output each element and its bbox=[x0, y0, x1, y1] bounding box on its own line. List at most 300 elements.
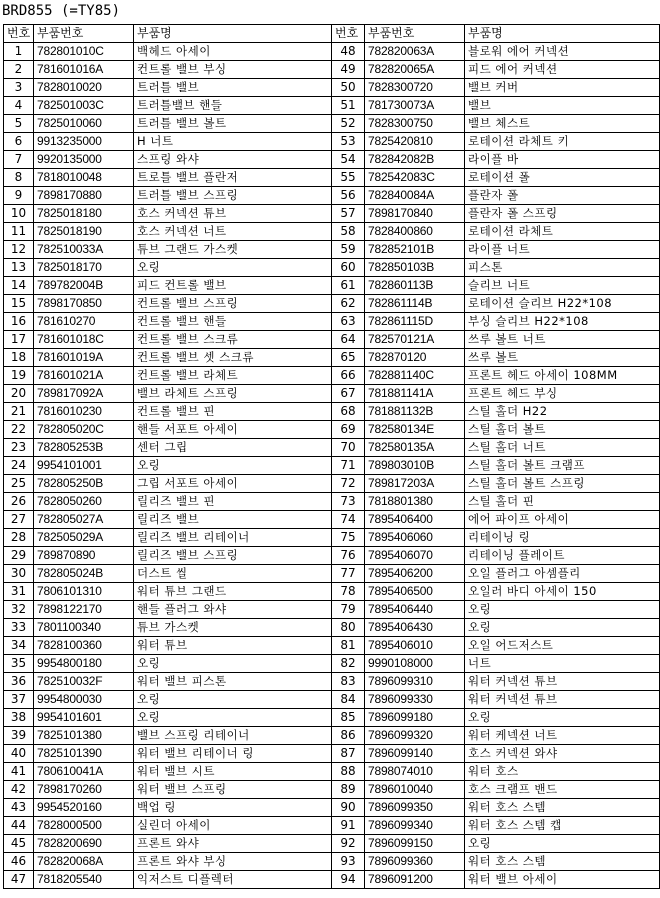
part-number-index: 64 bbox=[332, 331, 365, 349]
table-row bbox=[4, 835, 660, 853]
table-row bbox=[4, 187, 660, 205]
part-number-index: 52 bbox=[332, 115, 365, 133]
part-number-index: 8 bbox=[4, 169, 34, 187]
part-name: 워터 커넥션 튜브 bbox=[465, 673, 660, 691]
part-name: 컨트롤 밸브 라체트 bbox=[134, 367, 332, 385]
part-code: 781601016A bbox=[34, 61, 134, 79]
part-code: 7896099150 bbox=[365, 835, 465, 853]
part-code: 782580135A bbox=[365, 439, 465, 457]
table-row bbox=[4, 673, 660, 691]
part-number-index: 21 bbox=[4, 403, 34, 421]
part-name: 컨트롤 밸브 스크류 bbox=[134, 331, 332, 349]
document-title: BRD855 (=TY85) bbox=[2, 3, 121, 19]
header-part-no-right: 부품번호 bbox=[365, 25, 465, 43]
part-name: 호스 커넥션 튜브 bbox=[134, 205, 332, 223]
part-number-index: 9 bbox=[4, 187, 34, 205]
part-code: 7896099330 bbox=[365, 691, 465, 709]
part-number-index: 82 bbox=[332, 655, 365, 673]
part-name: 로테이션 슬리브 H22*108 bbox=[465, 295, 660, 313]
part-code: 7895406070 bbox=[365, 547, 465, 565]
part-number-index: 12 bbox=[4, 241, 34, 259]
part-name: 플란자 폴 bbox=[465, 187, 660, 205]
part-number-index: 40 bbox=[4, 745, 34, 763]
table-row bbox=[4, 727, 660, 745]
part-code: 782510033A bbox=[34, 241, 134, 259]
part-name: H 너트 bbox=[134, 133, 332, 151]
part-code: 782870120 bbox=[365, 349, 465, 367]
part-name: 스틸 홀더 H22 bbox=[465, 403, 660, 421]
part-number-index: 7 bbox=[4, 151, 34, 169]
part-code: 782850103B bbox=[365, 259, 465, 277]
part-name: 워터 호스 bbox=[465, 763, 660, 781]
table-row bbox=[4, 709, 660, 727]
part-name: 리테이닝 링 bbox=[465, 529, 660, 547]
part-name: 호스 커넥션 와샤 bbox=[465, 745, 660, 763]
part-code: 9954101001 bbox=[34, 457, 134, 475]
part-name: 부싱 슬리브 H22*108 bbox=[465, 313, 660, 331]
part-code: 7828000500 bbox=[34, 817, 134, 835]
part-code: 781610270 bbox=[34, 313, 134, 331]
parts-table bbox=[3, 24, 660, 889]
part-name: 쓰루 볼트 너트 bbox=[465, 331, 660, 349]
part-number-index: 42 bbox=[4, 781, 34, 799]
part-name: 워터 튜브 그랜드 bbox=[134, 583, 332, 601]
part-name: 오일 어드저스트 bbox=[465, 637, 660, 655]
table-row bbox=[4, 817, 660, 835]
part-number-index: 94 bbox=[332, 871, 365, 889]
part-number-index: 15 bbox=[4, 295, 34, 313]
part-number-index: 65 bbox=[332, 349, 365, 367]
part-code: 7895406400 bbox=[365, 511, 465, 529]
part-number-index: 76 bbox=[332, 547, 365, 565]
part-code: 782570121A bbox=[365, 331, 465, 349]
part-code: 7896099350 bbox=[365, 799, 465, 817]
part-name: 슬리브 너트 bbox=[465, 277, 660, 295]
part-code: 781601018C bbox=[34, 331, 134, 349]
part-name: 밸브 라체트 스프링 bbox=[134, 385, 332, 403]
part-code: 782542083C bbox=[365, 169, 465, 187]
table-row bbox=[4, 61, 660, 79]
table-row bbox=[4, 853, 660, 871]
part-number-index: 78 bbox=[332, 583, 365, 601]
part-name: 핸들 서포트 아세이 bbox=[134, 421, 332, 439]
part-number-index: 11 bbox=[4, 223, 34, 241]
part-number-index: 53 bbox=[332, 133, 365, 151]
part-number-index: 67 bbox=[332, 385, 365, 403]
part-code: 7896099320 bbox=[365, 727, 465, 745]
part-code: 782580134E bbox=[365, 421, 465, 439]
table-row bbox=[4, 691, 660, 709]
part-code: 7896099180 bbox=[365, 709, 465, 727]
part-number-index: 66 bbox=[332, 367, 365, 385]
part-code: 7896099310 bbox=[365, 673, 465, 691]
table-row bbox=[4, 619, 660, 637]
part-name: 밸브 체스트 bbox=[465, 115, 660, 133]
part-code: 9920135000 bbox=[34, 151, 134, 169]
part-name: 밸브 커버 bbox=[465, 79, 660, 97]
table-row bbox=[4, 349, 660, 367]
part-code: 9990108000 bbox=[365, 655, 465, 673]
part-code: 7898170260 bbox=[34, 781, 134, 799]
part-name: 릴리즈 밸브 스프링 bbox=[134, 547, 332, 565]
part-code: 7896099340 bbox=[365, 817, 465, 835]
part-number-index: 29 bbox=[4, 547, 34, 565]
part-name: 로테이션 라체트 키 bbox=[465, 133, 660, 151]
part-name: 오일 플러그 아셈플리 bbox=[465, 565, 660, 583]
part-number-index: 32 bbox=[4, 601, 34, 619]
part-code: 789817203A bbox=[365, 475, 465, 493]
part-code: 781881141A bbox=[365, 385, 465, 403]
part-name: 트러틀 밸브 bbox=[134, 79, 332, 97]
part-name: 오일러 바디 아세이 150 bbox=[465, 583, 660, 601]
part-code: 782805027A bbox=[34, 511, 134, 529]
part-number-index: 74 bbox=[332, 511, 365, 529]
part-code: 789782004B bbox=[34, 277, 134, 295]
part-code: 7895406060 bbox=[365, 529, 465, 547]
part-number-index: 75 bbox=[332, 529, 365, 547]
part-code: 781730073A bbox=[365, 97, 465, 115]
part-number-index: 48 bbox=[332, 43, 365, 61]
table-row bbox=[4, 259, 660, 277]
part-code: 7816010230 bbox=[34, 403, 134, 421]
table-row bbox=[4, 367, 660, 385]
table-row bbox=[4, 583, 660, 601]
part-name: 백헤드 아세이 bbox=[134, 43, 332, 61]
part-name: 호스 커넥션 너트 bbox=[134, 223, 332, 241]
part-name: 그립 서포트 아세이 bbox=[134, 475, 332, 493]
part-code: 7828050260 bbox=[34, 493, 134, 511]
part-code: 7895406430 bbox=[365, 619, 465, 637]
part-number-index: 5 bbox=[4, 115, 34, 133]
part-name: 핸들 플러그 와샤 bbox=[134, 601, 332, 619]
table-row bbox=[4, 655, 660, 673]
part-name: 호스 크램프 밴드 bbox=[465, 781, 660, 799]
part-code: 781601019A bbox=[34, 349, 134, 367]
header-part-name-left: 부품명 bbox=[134, 25, 332, 43]
part-name: 스틸 홀더 너트 bbox=[465, 439, 660, 457]
part-code: 782801010C bbox=[34, 43, 134, 61]
table-row bbox=[4, 277, 660, 295]
table-row bbox=[4, 79, 660, 97]
part-name: 컨트롤 밸브 핀 bbox=[134, 403, 332, 421]
part-number-index: 50 bbox=[332, 79, 365, 97]
part-number-index: 28 bbox=[4, 529, 34, 547]
part-code: 7896099360 bbox=[365, 853, 465, 871]
part-code: 782842082B bbox=[365, 151, 465, 169]
part-code: 782820068A bbox=[34, 853, 134, 871]
part-name: 워터 호스 스템 bbox=[465, 799, 660, 817]
part-number-index: 45 bbox=[4, 835, 34, 853]
part-number-index: 70 bbox=[332, 439, 365, 457]
table-row bbox=[4, 763, 660, 781]
table-row bbox=[4, 871, 660, 889]
part-name: 튜브 가스켓 bbox=[134, 619, 332, 637]
part-number-index: 44 bbox=[4, 817, 34, 835]
part-name: 워터 튜브 bbox=[134, 637, 332, 655]
part-code: 782501003C bbox=[34, 97, 134, 115]
part-number-index: 59 bbox=[332, 241, 365, 259]
part-name: 릴리즈 밸브 핀 bbox=[134, 493, 332, 511]
part-number-index: 63 bbox=[332, 313, 365, 331]
part-code: 7898170840 bbox=[365, 205, 465, 223]
part-number-index: 87 bbox=[332, 745, 365, 763]
part-name: 오링 bbox=[134, 691, 332, 709]
part-number-index: 41 bbox=[4, 763, 34, 781]
part-name: 프론트 헤드 부싱 bbox=[465, 385, 660, 403]
part-number-index: 61 bbox=[332, 277, 365, 295]
table-row bbox=[4, 781, 660, 799]
part-name: 트러틀밸브 핸들 bbox=[134, 97, 332, 115]
table-row bbox=[4, 601, 660, 619]
part-code: 7895406500 bbox=[365, 583, 465, 601]
table-row bbox=[4, 421, 660, 439]
part-code: 782805024B bbox=[34, 565, 134, 583]
part-name: 플란자 폴 스프링 bbox=[465, 205, 660, 223]
part-code: 7898074010 bbox=[365, 763, 465, 781]
table-row bbox=[4, 385, 660, 403]
part-code: 782881140C bbox=[365, 367, 465, 385]
part-name: 컨트롤 밸브 스프링 bbox=[134, 295, 332, 313]
part-number-index: 10 bbox=[4, 205, 34, 223]
part-name: 트로틀 밸브 플란저 bbox=[134, 169, 332, 187]
part-number-index: 91 bbox=[332, 817, 365, 835]
part-number-index: 1 bbox=[4, 43, 34, 61]
part-number-index: 36 bbox=[4, 673, 34, 691]
part-number-index: 68 bbox=[332, 403, 365, 421]
part-name: 워터 케넥션 너트 bbox=[465, 727, 660, 745]
part-code: 7898122170 bbox=[34, 601, 134, 619]
part-code: 782820065A bbox=[365, 61, 465, 79]
part-number-index: 84 bbox=[332, 691, 365, 709]
part-name: 리테이닝 플레이트 bbox=[465, 547, 660, 565]
part-code: 9954101601 bbox=[34, 709, 134, 727]
part-name: 에어 파이프 아세이 bbox=[465, 511, 660, 529]
part-number-index: 24 bbox=[4, 457, 34, 475]
table-row bbox=[4, 403, 660, 421]
part-name: 피스톤 bbox=[465, 259, 660, 277]
table-row bbox=[4, 115, 660, 133]
part-number-index: 26 bbox=[4, 493, 34, 511]
table-row bbox=[4, 511, 660, 529]
part-code: 7828300750 bbox=[365, 115, 465, 133]
part-code: 7825420810 bbox=[365, 133, 465, 151]
table-row bbox=[4, 799, 660, 817]
part-code: 7828010020 bbox=[34, 79, 134, 97]
part-name: 피드 컨트롤 밸브 bbox=[134, 277, 332, 295]
header-no-left: 번호 bbox=[4, 25, 34, 43]
part-name: 더스트 씰 bbox=[134, 565, 332, 583]
part-number-index: 20 bbox=[4, 385, 34, 403]
part-name: 오링 bbox=[134, 709, 332, 727]
part-number-index: 16 bbox=[4, 313, 34, 331]
part-number-index: 46 bbox=[4, 853, 34, 871]
part-code: 782805020C bbox=[34, 421, 134, 439]
part-name: 백업 링 bbox=[134, 799, 332, 817]
part-name: 릴리즈 밸브 bbox=[134, 511, 332, 529]
part-code: 7898170880 bbox=[34, 187, 134, 205]
part-name: 워터 밸브 시트 bbox=[134, 763, 332, 781]
part-name: 트러틀 밸브 스프링 bbox=[134, 187, 332, 205]
parts-table-body bbox=[4, 43, 660, 889]
part-name: 쓰루 볼트 bbox=[465, 349, 660, 367]
part-number-index: 43 bbox=[4, 799, 34, 817]
part-number-index: 6 bbox=[4, 133, 34, 151]
part-name: 워터 밸브 아세이 bbox=[465, 871, 660, 889]
part-name: 센터 그립 bbox=[134, 439, 332, 457]
table-row bbox=[4, 547, 660, 565]
part-number-index: 13 bbox=[4, 259, 34, 277]
part-name: 워터 호스 스템 bbox=[465, 853, 660, 871]
part-code: 780610041A bbox=[34, 763, 134, 781]
part-number-index: 86 bbox=[332, 727, 365, 745]
part-code: 7828300720 bbox=[365, 79, 465, 97]
table-row bbox=[4, 529, 660, 547]
part-name: 오링 bbox=[134, 259, 332, 277]
header-no-right: 번호 bbox=[332, 25, 365, 43]
part-code: 782852101B bbox=[365, 241, 465, 259]
part-name: 스프링 와샤 bbox=[134, 151, 332, 169]
part-code: 789870890 bbox=[34, 547, 134, 565]
part-name: 밸브 스프링 리테이너 bbox=[134, 727, 332, 745]
part-code: 7825018170 bbox=[34, 259, 134, 277]
part-name: 오링 bbox=[465, 835, 660, 853]
part-code: 7895406010 bbox=[365, 637, 465, 655]
part-number-index: 38 bbox=[4, 709, 34, 727]
part-number-index: 93 bbox=[332, 853, 365, 871]
part-number-index: 2 bbox=[4, 61, 34, 79]
part-name: 워터 밸브 리테이너 링 bbox=[134, 745, 332, 763]
part-number-index: 72 bbox=[332, 475, 365, 493]
part-number-index: 92 bbox=[332, 835, 365, 853]
part-number-index: 62 bbox=[332, 295, 365, 313]
part-code: 7818801380 bbox=[365, 493, 465, 511]
table-row bbox=[4, 439, 660, 457]
part-number-index: 37 bbox=[4, 691, 34, 709]
part-number-index: 17 bbox=[4, 331, 34, 349]
header-part-name-right: 부품명 bbox=[465, 25, 660, 43]
part-number-index: 22 bbox=[4, 421, 34, 439]
table-row bbox=[4, 637, 660, 655]
table-row bbox=[4, 97, 660, 115]
part-number-index: 71 bbox=[332, 457, 365, 475]
part-number-index: 34 bbox=[4, 637, 34, 655]
part-code: 7818010048 bbox=[34, 169, 134, 187]
part-number-index: 89 bbox=[332, 781, 365, 799]
part-name: 컨트롤 밸브 부싱 bbox=[134, 61, 332, 79]
part-number-index: 80 bbox=[332, 619, 365, 637]
part-name: 오링 bbox=[465, 709, 660, 727]
table-row bbox=[4, 223, 660, 241]
table-row bbox=[4, 493, 660, 511]
part-number-index: 54 bbox=[332, 151, 365, 169]
part-name: 튜브 그랜드 가스켓 bbox=[134, 241, 332, 259]
part-name: 오링 bbox=[134, 457, 332, 475]
part-code: 7806101310 bbox=[34, 583, 134, 601]
part-number-index: 81 bbox=[332, 637, 365, 655]
part-name: 밸브 bbox=[465, 97, 660, 115]
part-code: 7898170850 bbox=[34, 295, 134, 313]
part-number-index: 27 bbox=[4, 511, 34, 529]
part-name: 릴리즈 밸브 리테이너 bbox=[134, 529, 332, 547]
part-code: 781601021A bbox=[34, 367, 134, 385]
table-row bbox=[4, 331, 660, 349]
table-row bbox=[4, 313, 660, 331]
part-code: 9913235000 bbox=[34, 133, 134, 151]
part-name: 라이플 너트 bbox=[465, 241, 660, 259]
table-row bbox=[4, 151, 660, 169]
part-code: 7896099140 bbox=[365, 745, 465, 763]
part-number-index: 69 bbox=[332, 421, 365, 439]
part-code: 782805250B bbox=[34, 475, 134, 493]
part-number-index: 33 bbox=[4, 619, 34, 637]
part-code: 7895406440 bbox=[365, 601, 465, 619]
table-row bbox=[4, 475, 660, 493]
part-code: 7825101390 bbox=[34, 745, 134, 763]
table-row bbox=[4, 43, 660, 61]
part-code: 7801100340 bbox=[34, 619, 134, 637]
part-code: 7828400860 bbox=[365, 223, 465, 241]
part-name: 실린더 아세이 bbox=[134, 817, 332, 835]
part-code: 9954520160 bbox=[34, 799, 134, 817]
part-code: 782840084A bbox=[365, 187, 465, 205]
table-row bbox=[4, 745, 660, 763]
part-number-index: 35 bbox=[4, 655, 34, 673]
part-number-index: 31 bbox=[4, 583, 34, 601]
part-name: 스틸 홀더 핀 bbox=[465, 493, 660, 511]
part-name: 프론트 와샤 부싱 bbox=[134, 853, 332, 871]
part-code: 7895406200 bbox=[365, 565, 465, 583]
part-number-index: 77 bbox=[332, 565, 365, 583]
part-number-index: 25 bbox=[4, 475, 34, 493]
table-row bbox=[4, 565, 660, 583]
part-name: 워터 호스 스템 캡 bbox=[465, 817, 660, 835]
part-name: 프론트 헤드 아세이 108MM bbox=[465, 367, 660, 385]
part-name: 트러틀 밸브 볼트 bbox=[134, 115, 332, 133]
part-number-index: 55 bbox=[332, 169, 365, 187]
part-code: 789817092A bbox=[34, 385, 134, 403]
part-code: 782860113B bbox=[365, 277, 465, 295]
part-name: 워터 밸브 스프링 bbox=[134, 781, 332, 799]
part-code: 7825010060 bbox=[34, 115, 134, 133]
part-name: 피드 에어 커넥션 bbox=[465, 61, 660, 79]
part-number-index: 30 bbox=[4, 565, 34, 583]
part-code: 782861114B bbox=[365, 295, 465, 313]
table-row bbox=[4, 169, 660, 187]
part-code: 782861115D bbox=[365, 313, 465, 331]
part-name: 로테이션 폴 bbox=[465, 169, 660, 187]
part-number-index: 83 bbox=[332, 673, 365, 691]
part-code: 7825101380 bbox=[34, 727, 134, 745]
part-number-index: 49 bbox=[332, 61, 365, 79]
part-number-index: 73 bbox=[332, 493, 365, 511]
part-code: 781881132B bbox=[365, 403, 465, 421]
part-name: 스틸 홀더 볼트 bbox=[465, 421, 660, 439]
part-name: 블로워 에어 커넥션 bbox=[465, 43, 660, 61]
part-number-index: 51 bbox=[332, 97, 365, 115]
table-row bbox=[4, 241, 660, 259]
part-name: 스틸 홀더 볼트 스프링 bbox=[465, 475, 660, 493]
part-code: 7896091200 bbox=[365, 871, 465, 889]
part-number-index: 56 bbox=[332, 187, 365, 205]
part-code: 9954800030 bbox=[34, 691, 134, 709]
part-number-index: 39 bbox=[4, 727, 34, 745]
part-number-index: 3 bbox=[4, 79, 34, 97]
part-number-index: 79 bbox=[332, 601, 365, 619]
part-name: 스틸 홀더 볼트 크램프 bbox=[465, 457, 660, 475]
part-number-index: 85 bbox=[332, 709, 365, 727]
part-code: 782510032F bbox=[34, 673, 134, 691]
header-part-no-left: 부품번호 bbox=[34, 25, 134, 43]
